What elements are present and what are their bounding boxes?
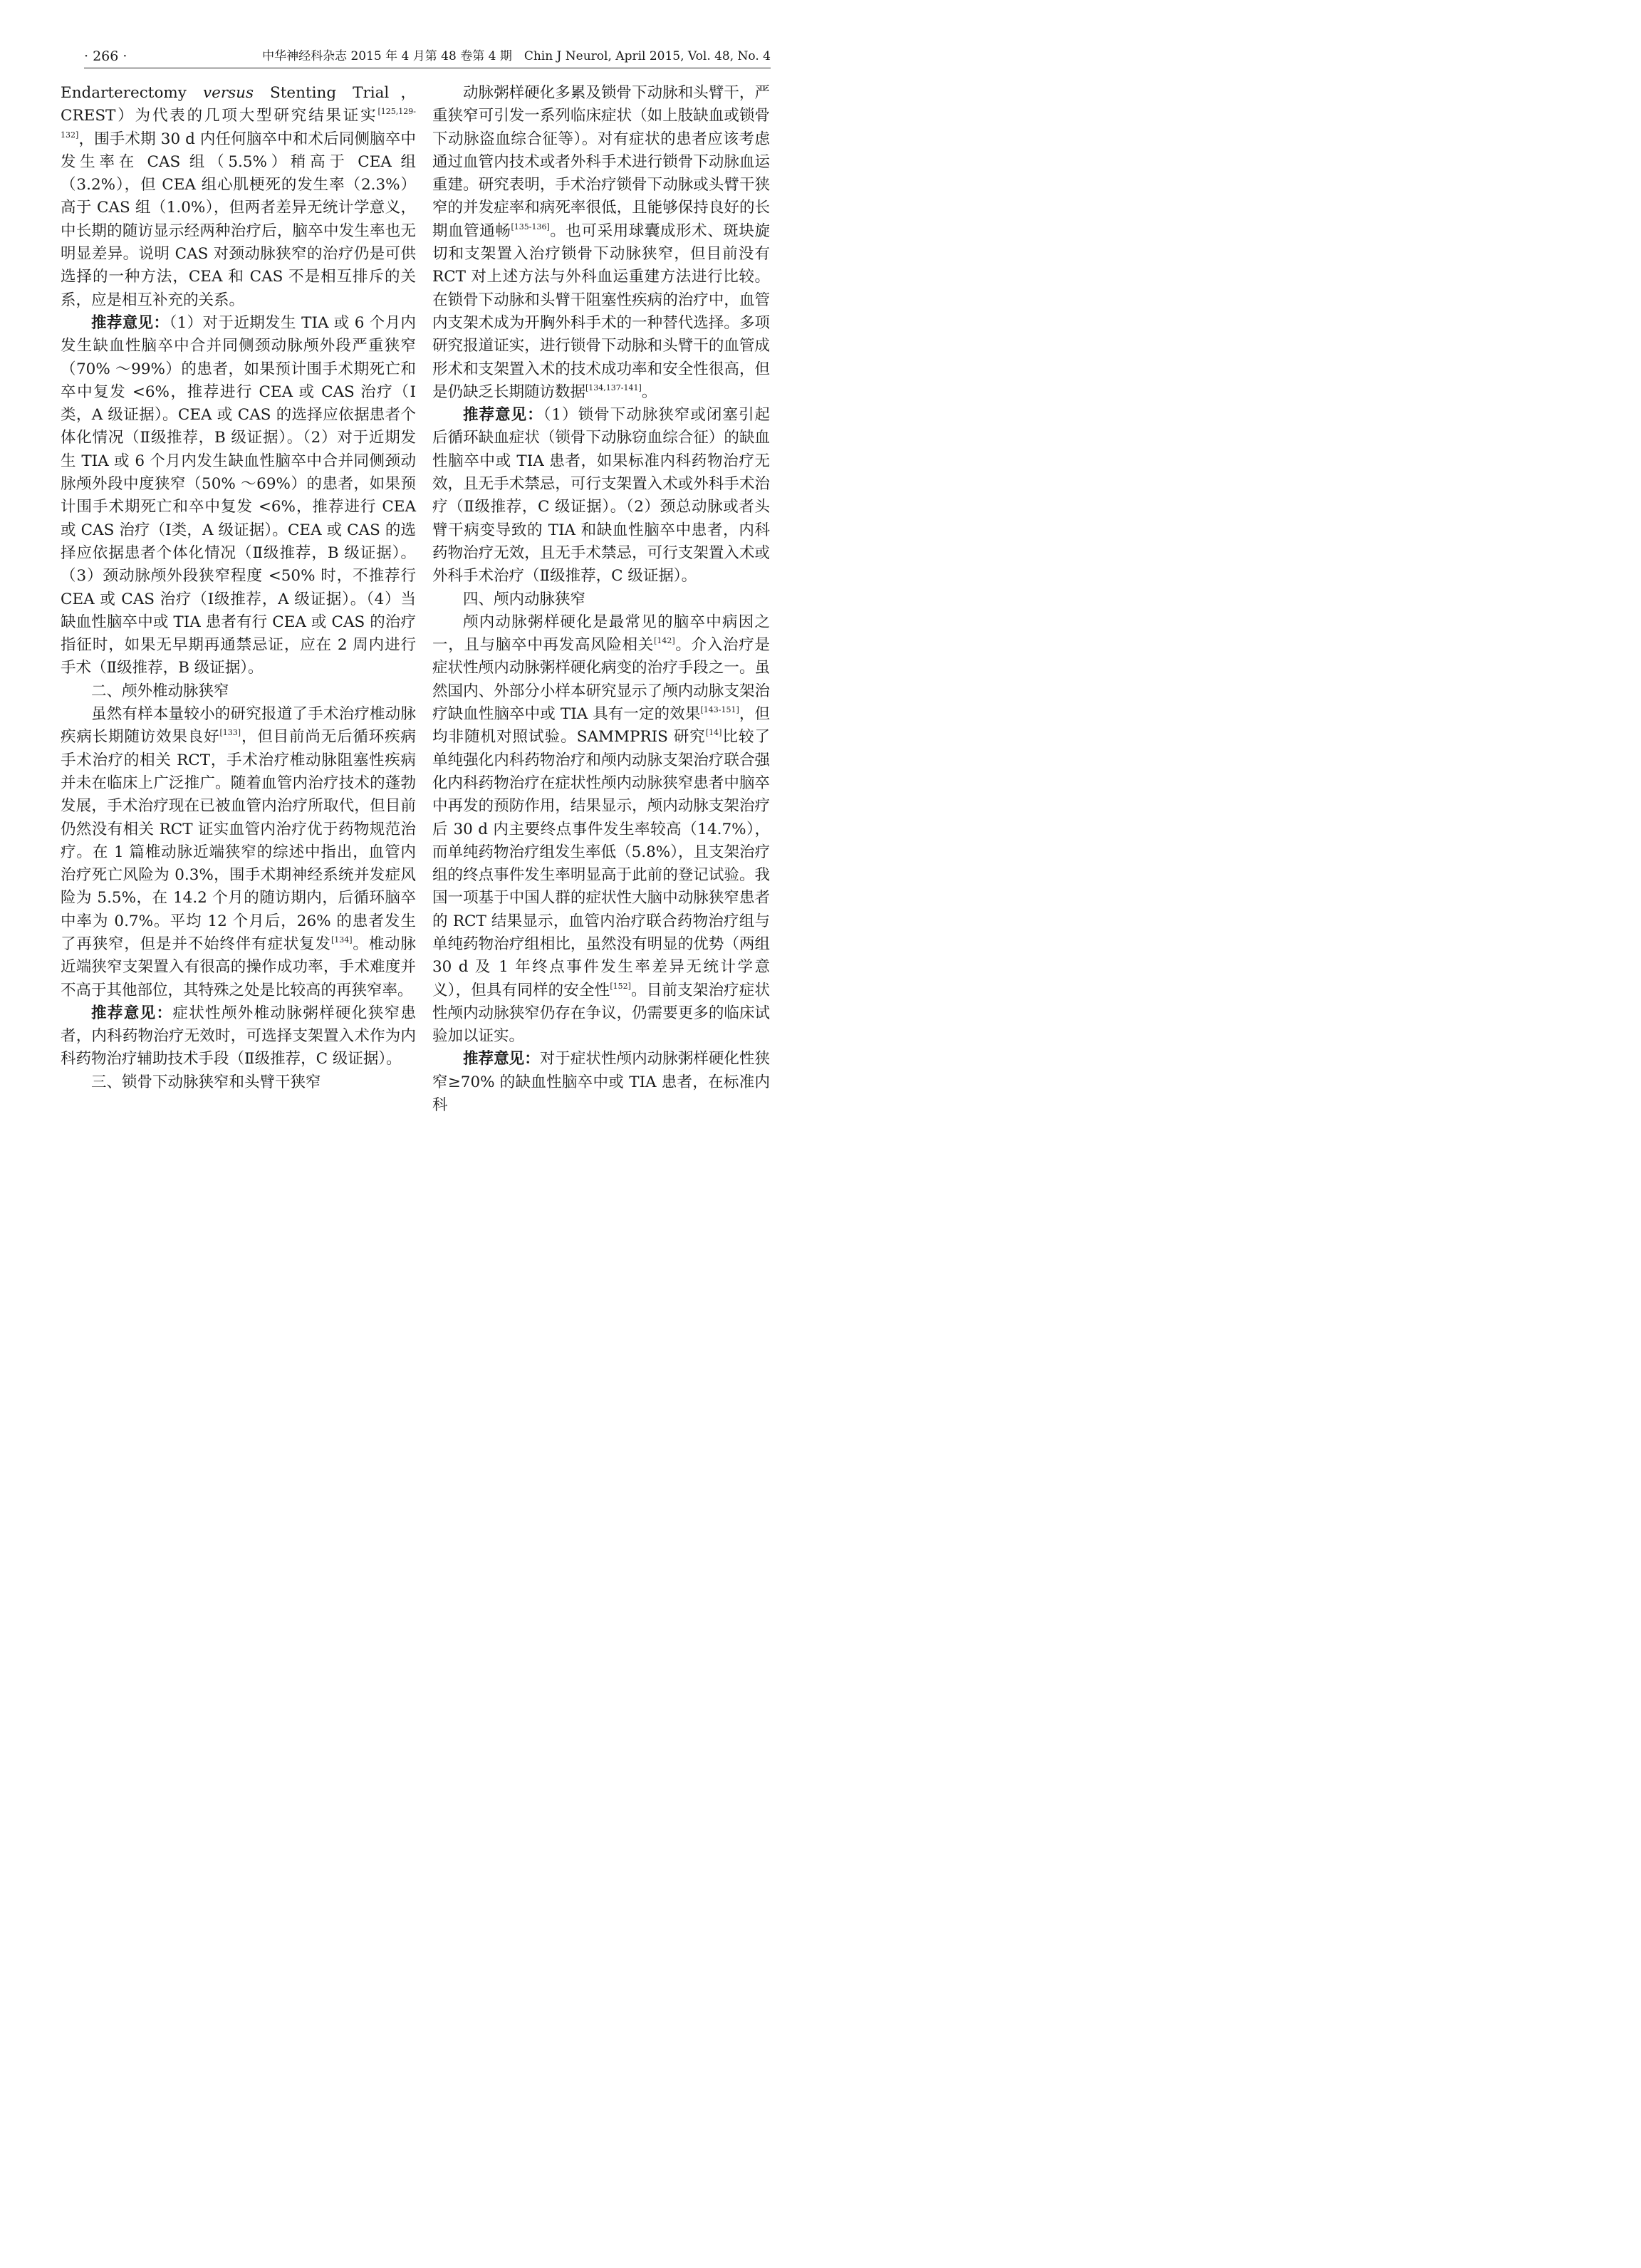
citation-ref: [133] [219,728,241,738]
paragraph-subclavian [432,82,770,404]
recommendation-label: 推荐意见： [463,1050,540,1068]
recommendation-label: 推荐意见： [91,1004,173,1022]
text: 。介入治疗是症状性颅内动脉粥样硬化病变的治疗手段之一。虽然国内、外部分小样本研究显示了颅内动脉支架治疗缺血性脑卒中或 TIA 具有一定的效果 [432,636,770,724]
text: 。也可采用球囊成形术、斑块旋切和支架置入治疗锁骨下动脉狭窄，但目前没有 RCT 对上述方法与外科血运重建方法进行比较。在锁骨下动脉和头臂干阻塞性疾病的治疗中，血管内支架术成为开胸外科手术的一种替代选择。多项研究报道证实，进行锁骨下动脉和头臂干的血管成形术和支架置入术的技术成功率和安全性很高，但是仍缺乏长期随访数据 [432,222,770,401]
section-heading-subclavian: 三、锁骨下动脉狭窄和头臂干狭窄 [91,1073,321,1091]
citation-ref: [142] [654,636,675,646]
page-number: · 266 · [84,48,127,64]
journal-citation: 中华神经科杂志 2015 年 4 月第 48 卷第 4 期 Chin J Neurol, April 2015, Vol. 48, No. 4 [262,49,771,63]
citation-ref: [14] [705,728,722,738]
recommendation-carotid [61,312,416,680]
text: 虽然有样本量较小的研究报道了手术治疗椎动脉疾病长期随访效果良好 [61,705,416,747]
text: 。 [641,383,657,401]
text: ，围手术期 30 d 内任何脑卒中和术后同侧脑卒中发生率在 CAS 组（5.5%）稍高于 CEA 组（3.2%），但 CEA 组心肌梗死的发生率（2.3%）高于 CAS 组（1.0%），但两者差异无统计学意义，中长期的随访显示经两种治疗后，脑卒中发生率也无明显差异。说明 CAS 对颈动脉狭窄的治疗仍是可供选择的一种方法，CEA 和 CAS 不是相互排斥的关系，应是相互补充的关系。 [61,130,416,309]
section-heading-vertebral: 二、颅外椎动脉狭窄 [91,682,229,700]
section-heading-intracranial: 四、颅内动脉狭窄 [463,590,586,608]
text: 比较了单纯强化内科药物治疗和颅内动脉支架治疗联合强化内科药物治疗在症状性颅内动脉狭窄患者中脑卒中再发的预防作用，结果显示，颅内动脉支架治疗后 30 d 内主要终点事件发生率较高（14.7%），而单纯药物治疗组发生率低（5.8%），且支架治疗组的终点事件发生率明显高于此前的登记试验。我国一项基于中国人群的症状性大脑中动脉狭窄患者的 RCT 结果显示，血管内治疗联合药物治疗组与单纯药物治疗组相比，虽然没有明显的优势（两组 30 d 及 1 年终点事件发生率差异无统计学意义），但具有同样的安全性 [432,728,770,999]
text: 动脉粥样硬化多累及锁骨下动脉和头臂干，严重狭窄可引发一系列临床症状（如上肢缺血或锁骨下动脉盗血综合征等）。对有症状的患者应该考虑通过血管内技术或者外科手术进行锁骨下动脉血运重建。研究表明，手术治疗锁骨下动脉或头臂干狭窄的并发症率和病死率很低，且能够保持良好的长期血管通畅 [432,84,770,240]
text: ，但均非随机对照试验。SAMMPRIS 研究 [432,705,770,747]
text: 症状性颅外椎动脉粥样硬化狭窄患者，内科药物治疗无效时，可选择支架置入术作为内科药物治疗辅助技术手段（Ⅱ级推荐，C 级证据）。 [61,1004,416,1068]
recommendation-vertebral [61,1002,416,1071]
recommendation-label: 推荐意见： [91,313,170,332]
text: Endarterectomy [61,84,203,102]
text: 颅内动脉粥样硬化是最常见的脑卒中病因之一，且与脑卒中再发高风险相关 [432,613,770,655]
recommendation-label: 推荐意见： [463,406,543,425]
recommendation-subclavian [432,404,770,588]
citation-ref: [125,129-132] [61,107,416,140]
text: Stenting Trial，CREST）为代表的几项大型研究结果证实 [61,84,416,125]
running-header [84,47,771,66]
paragraph-vertebral [61,703,416,1002]
left-column [61,82,416,1094]
paragraph-cea-cas-results [61,82,416,312]
recommendation-intracranial [432,1048,770,1117]
citation-ref: [134] [330,935,353,945]
text: 。椎动脉近端狭窄支架置入有很高的操作成功率，手术难度并不高于其他部位，其特殊之处是比较高的再狭窄率。 [61,935,416,999]
text: （1）锁骨下动脉狭窄或闭塞引起后循环缺血症状（锁骨下动脉窃血综合征）的缺血性脑卒中或 TIA 患者，如果标准内科药物治疗无效，且无手术禁忌，可行支架置入术或外科手术治疗（Ⅱ级推荐，C 级证据）。（2）颈总动脉或者头臂干病变导致的 TIA 和缺血性脑卒中患者，内科药物治疗无效，且无手术禁忌，可行支架置入术或外科手术治疗（Ⅱ级推荐，C 级证据）。 [432,406,770,586]
text: （1）对于近期发生 TIA 或 6 个月内发生缺血性脑卒中合并同侧颈动脉颅外段严重狭窄（70% ～99%）的患者，如果预计围手术期死亡和卒中复发 <6%，推荐进行 CEA 或 CAS 治疗（Ⅰ类，A 级证据）。CEA 或 CAS 的选择应依据患者个体化情况（Ⅱ级推荐，B 级证据）。（2）对于近期发生 TIA 或 6 个月内发生缺血性脑卒中合并同侧颈动脉颅外段中度狭窄（50% ～69%）的患者，如果预计围手术期死亡和卒中复发 <6%，推荐进行 CEA 或 CAS 治疗（Ⅰ类，A 级证据）。CEA 或 CAS 的选择应依据患者个体化情况（Ⅱ级推荐，B 级证据）。（3）颈动脉颅外段狭窄程度 <50% 时，不推荐行 CEA 或 CAS 治疗（Ⅰ级推荐，A 级证据）。（4）当缺血性脑卒中或 TIA 患者有行 CEA 或 CAS 的治疗指征时，如果无早期再通禁忌证，应在 2 周内进行手术（Ⅱ级推荐，B 级证据）。 [61,313,416,677]
text: ，但目前尚无后循环疾病手术治疗的相关 RCT，手术治疗椎动脉阻塞性疾病并未在临床上广泛推广。随着血管内治疗技术的蓬勃发展，手术治疗现在已被血管内治疗所取代，但目前仍然没有相关 RCT 证实血管内治疗优于药物规范治疗。在 1 篇椎动脉近端狭窄的综述中指出，血管内治疗死亡风险为 0.3%，围手术期神经系统并发症风险为 5.5%，在 14.2 个月的随访期内，后循环脑卒中率为 0.7%。平均 12 个月后，26% 的患者发生了再狭窄，但是并不始终伴有症状复发 [61,728,416,953]
text: 。目前支架治疗症状性颅内动脉狭窄仍存在争议，仍需要更多的临床试验加以证实。 [432,981,770,1046]
citation-ref: [143-151] [700,705,739,715]
citation-ref: [135-136] [511,222,550,232]
citation-ref: [152] [610,981,631,991]
italic-text: versus [202,84,254,102]
right-column [432,82,770,1117]
citation-ref: [134,137-141] [585,383,642,392]
text: 对于症状性颅内动脉粥样硬化性狭窄≥70% 的缺血性脑卒中或 TIA 患者，在标准内科 [432,1050,770,1115]
paragraph-intracranial [432,611,770,1049]
